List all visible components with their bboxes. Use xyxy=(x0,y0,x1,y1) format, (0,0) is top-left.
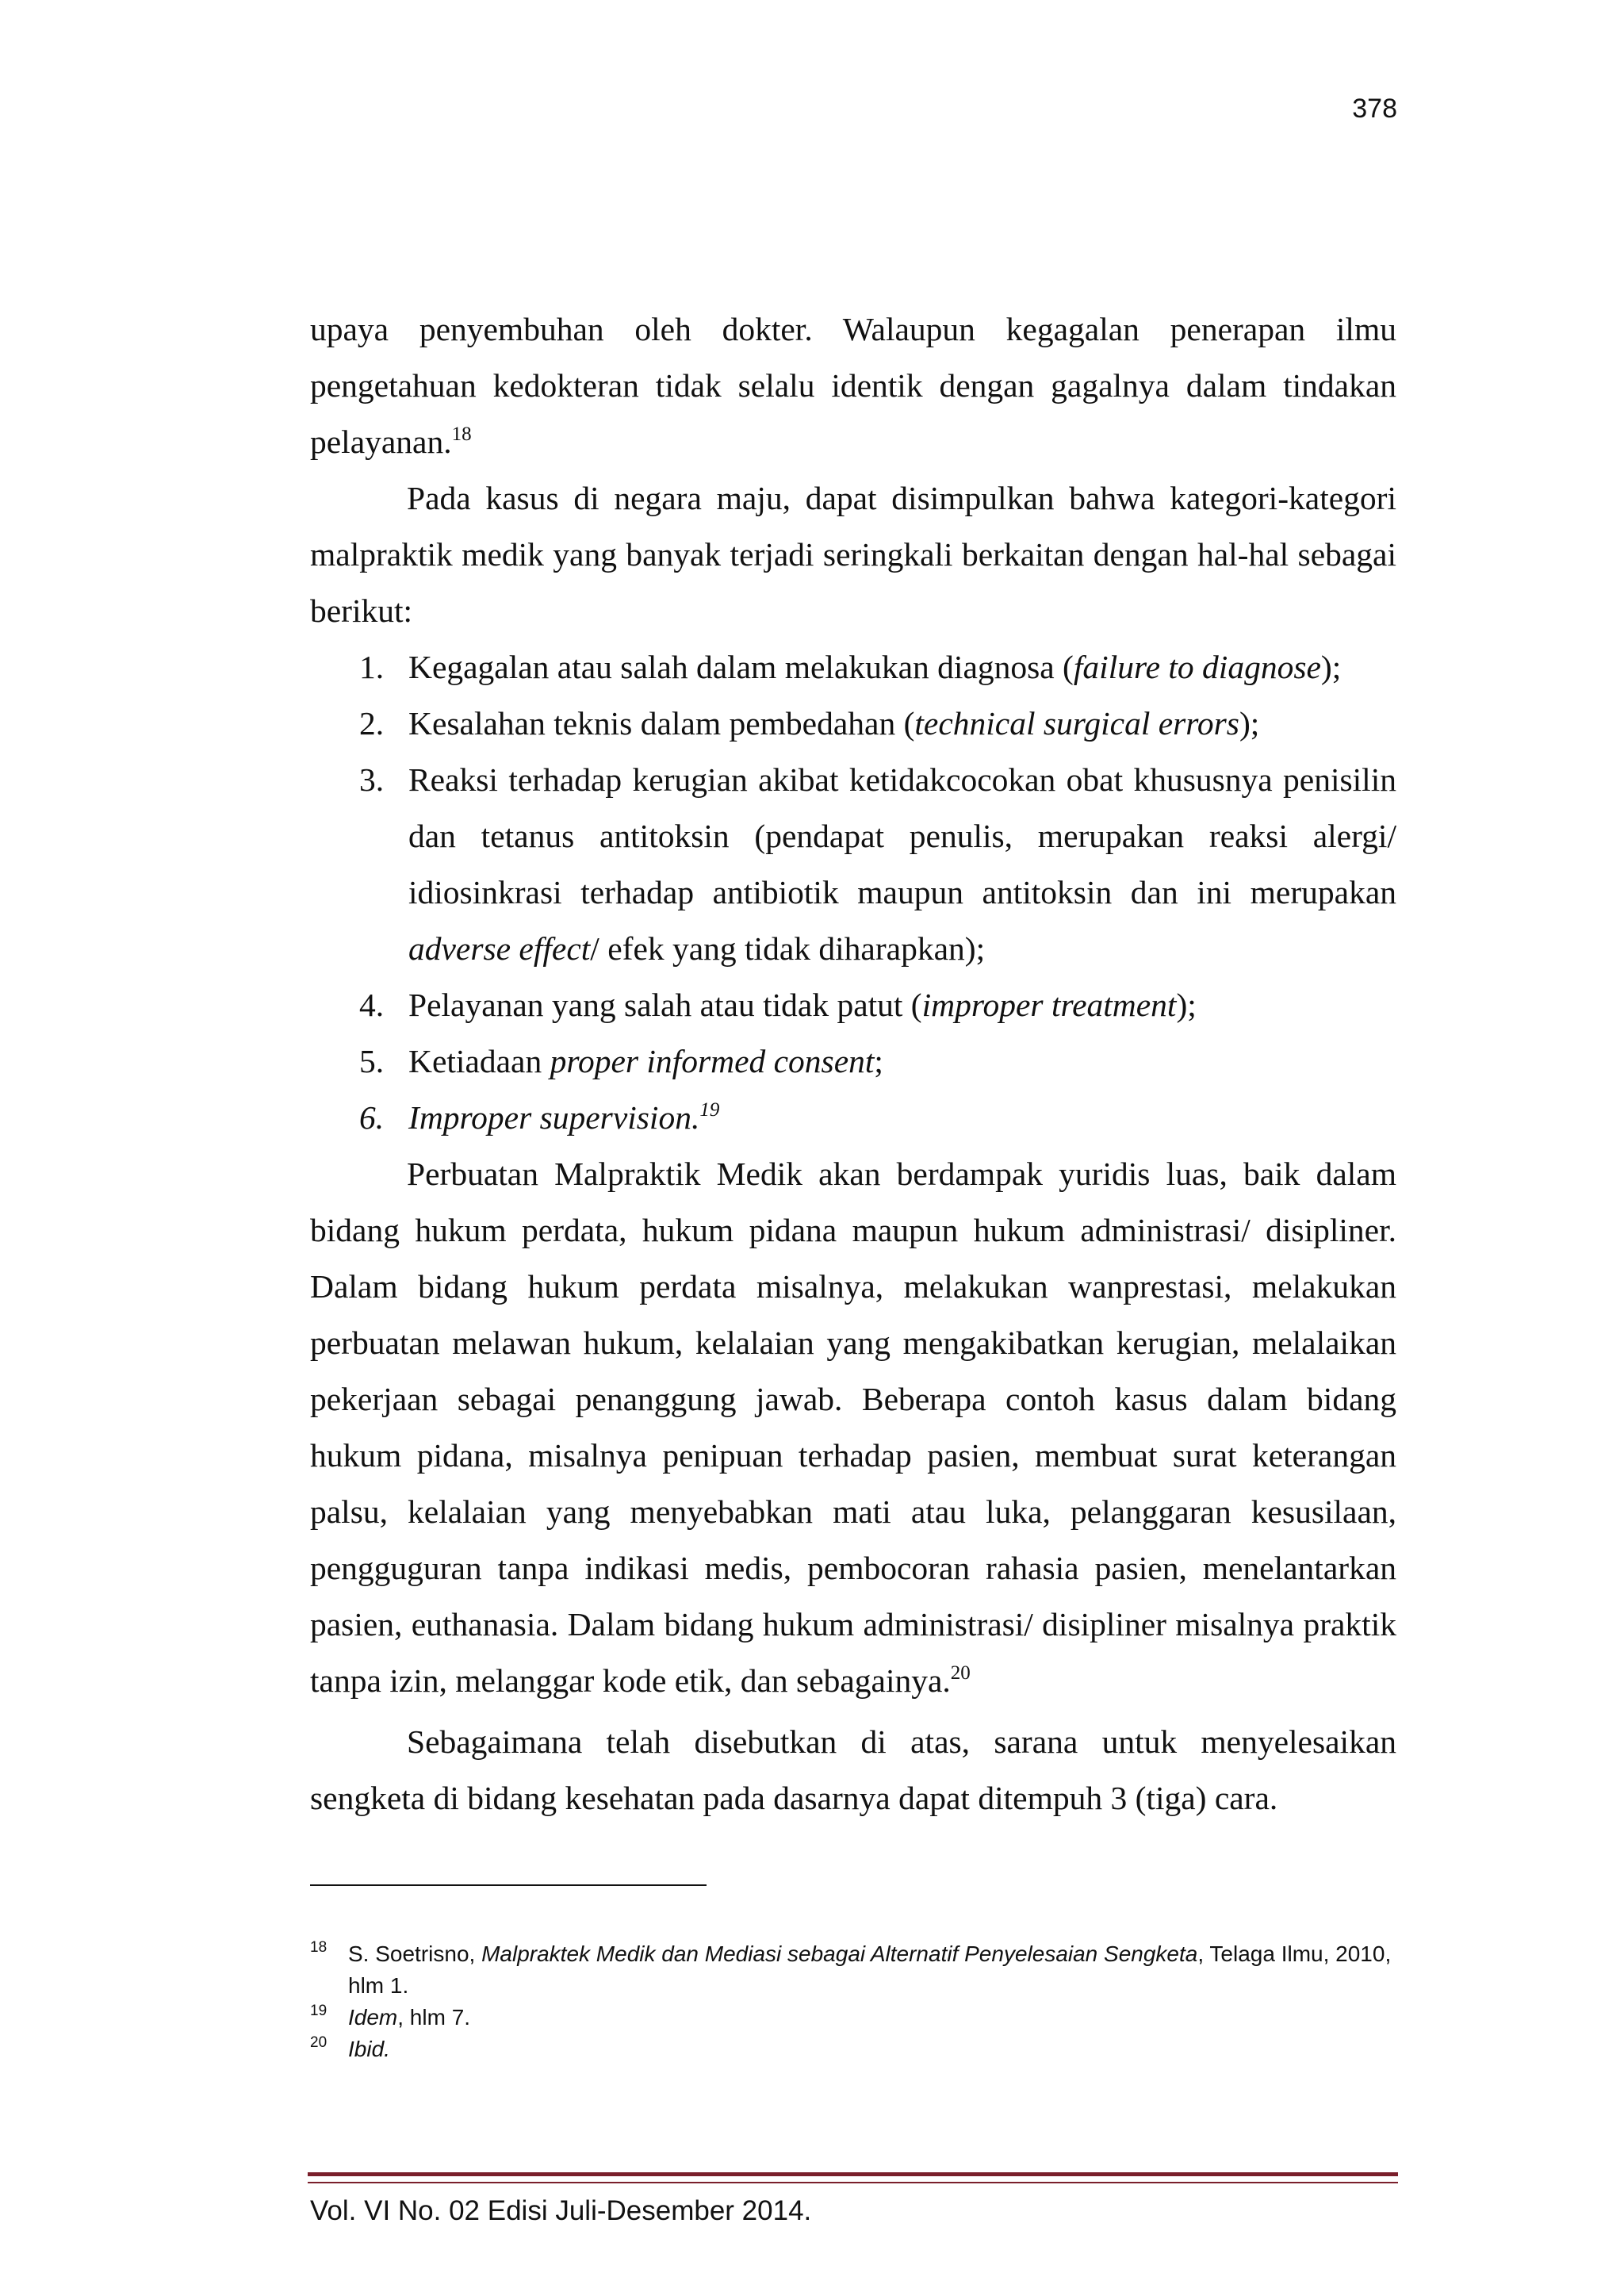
paragraph-1-text: upaya penyembuhan oleh dokter. Walaupun kegagalan penerapan ilmu pengetahuan kedokteran tidak selalu identik dengan gagalnya dalam tindakan pelayanan. xyxy=(310,311,1396,460)
list-item-text: Reaksi terhadap kerugian akibat ketidakcocokan obat khususnya penisilin dan tetanus antitoksin (pendapat penulis, merupakan reaksi alergi/ idiosinkrasi terhadap antibiotik maupun antitoksin dan ini merupakan xyxy=(408,761,1396,910)
list-item-italic: improper treatment xyxy=(921,987,1177,1023)
footer-rule-thin xyxy=(308,2182,1398,2183)
footnote-text-post: , hlm 7. xyxy=(397,2005,471,2030)
list-item-italic: proper informed consent xyxy=(550,1043,875,1079)
list-item-after: / efek yang tidak diharapkan); xyxy=(590,930,986,967)
footnote-ref-19[interactable]: 19 xyxy=(699,1099,720,1121)
paragraph-3 xyxy=(310,1146,1396,1709)
footnote-number: 20 xyxy=(310,2034,327,2051)
list-item xyxy=(310,752,1396,977)
footnote-text-post: , Telaga Ilmu, 2010, hlm 1. xyxy=(348,1941,1392,1998)
list-item-italic: Improper supervision. xyxy=(408,1099,700,1136)
footnote-text: S. Soetrisno, xyxy=(348,1941,482,1966)
list-item-after: ); xyxy=(1239,705,1260,742)
footnote-number: 19 xyxy=(310,2003,327,2019)
list-item xyxy=(310,639,1396,696)
footnote-20 xyxy=(310,2033,1396,2065)
footnote-title: Idem xyxy=(348,2005,398,2030)
paragraph-3-text: Perbuatan Malpraktik Medik akan berdampak yuridis luas, baik dalam bidang hukum perdata, hukum pidana maupun hukum administrasi/ disipliner. Dalam bidang hukum perdata misalnya, melakukan wanprestasi, melakukan perbuatan melawan hukum, kelalaian yang mengakibatkan kerugian, melalaikan pekerjaan sebagai penanggung jawab. Beberapa contoh kasus dalam bidang hukum pidana, misalnya penipuan terhadap pasien, membuat surat keterangan palsu, kelalaian yang menyebabkan mati atau luka, pelanggaran kesusilaan, pengguguran tanpa indikasi medis, pembocoran rahasia pasien, menelantarkan pasien, euthanasia. Dalam bidang hukum administrasi/ disipliner misalnya praktik tanpa izin, melanggar kode etik, dan sebagainya. xyxy=(310,1156,1396,1699)
footnote-19 xyxy=(310,2002,1396,2033)
footnote-title: Malpraktek Medik dan Mediasi sebagai Alternatif Penyelesaian Sengketa xyxy=(481,1941,1198,1966)
list-item-italic: failure to diagnose xyxy=(1073,649,1321,685)
paragraph-2: Pada kasus di negara maju, dapat disimpulkan bahwa kategori-kategori malpraktik medik yang banyak terjadi seringkali berkaitan dengan hal-hal sebagai berikut: xyxy=(310,480,1396,629)
footnote-ref-18[interactable]: 18 xyxy=(451,424,472,445)
paragraph-4: Sebagaimana telah disebutkan di atas, sarana untuk menyelesaikan sengketa di bidang kesehatan pada dasarnya dapat ditempuh 3 (tiga) cara. xyxy=(310,1723,1396,1816)
list-item-number: 1. xyxy=(359,649,385,685)
footnotes xyxy=(310,1938,1396,2065)
footnote-title: Ibid. xyxy=(348,2037,390,2061)
list-item-after: ; xyxy=(874,1043,883,1079)
list-item xyxy=(310,696,1396,752)
footnote-ref-20[interactable]: 20 xyxy=(950,1662,971,1684)
list-item-text: Pelayanan yang salah atau tidak patut ( xyxy=(408,987,922,1023)
list-item xyxy=(310,1090,1396,1146)
paragraph-1 xyxy=(310,301,1396,470)
malpractice-categories-list xyxy=(310,639,1396,1146)
footnote-number: 18 xyxy=(310,1939,327,1956)
list-item-number: 4. xyxy=(359,987,385,1023)
page-number: 378 xyxy=(1352,94,1397,124)
list-item-italic: adverse effect xyxy=(408,930,591,967)
footnote-separator xyxy=(310,1884,707,1886)
list-item-text: Kegagalan atau salah dalam melakukan diagnosa ( xyxy=(408,649,1074,685)
list-item-italic: technical surgical errors xyxy=(914,705,1239,742)
list-item-number: 2. xyxy=(359,705,385,742)
list-item xyxy=(310,977,1396,1033)
list-item-text: Kesalahan teknis dalam pembedahan ( xyxy=(408,705,915,742)
footer-rule xyxy=(308,2172,1398,2176)
body-text xyxy=(310,301,1396,1826)
list-item-text: Ketiadaan xyxy=(408,1043,550,1079)
journal-footer: Vol. VI No. 02 Edisi Juli-Desember 2014. xyxy=(310,2195,812,2226)
list-item xyxy=(310,1033,1396,1090)
list-item-after: ); xyxy=(1176,987,1197,1023)
list-item-number: 6. xyxy=(359,1099,385,1136)
footnote-18 xyxy=(310,1938,1396,2002)
list-item-number: 5. xyxy=(359,1043,385,1079)
list-item-number: 3. xyxy=(359,761,385,798)
list-item-after: ); xyxy=(1320,649,1342,685)
